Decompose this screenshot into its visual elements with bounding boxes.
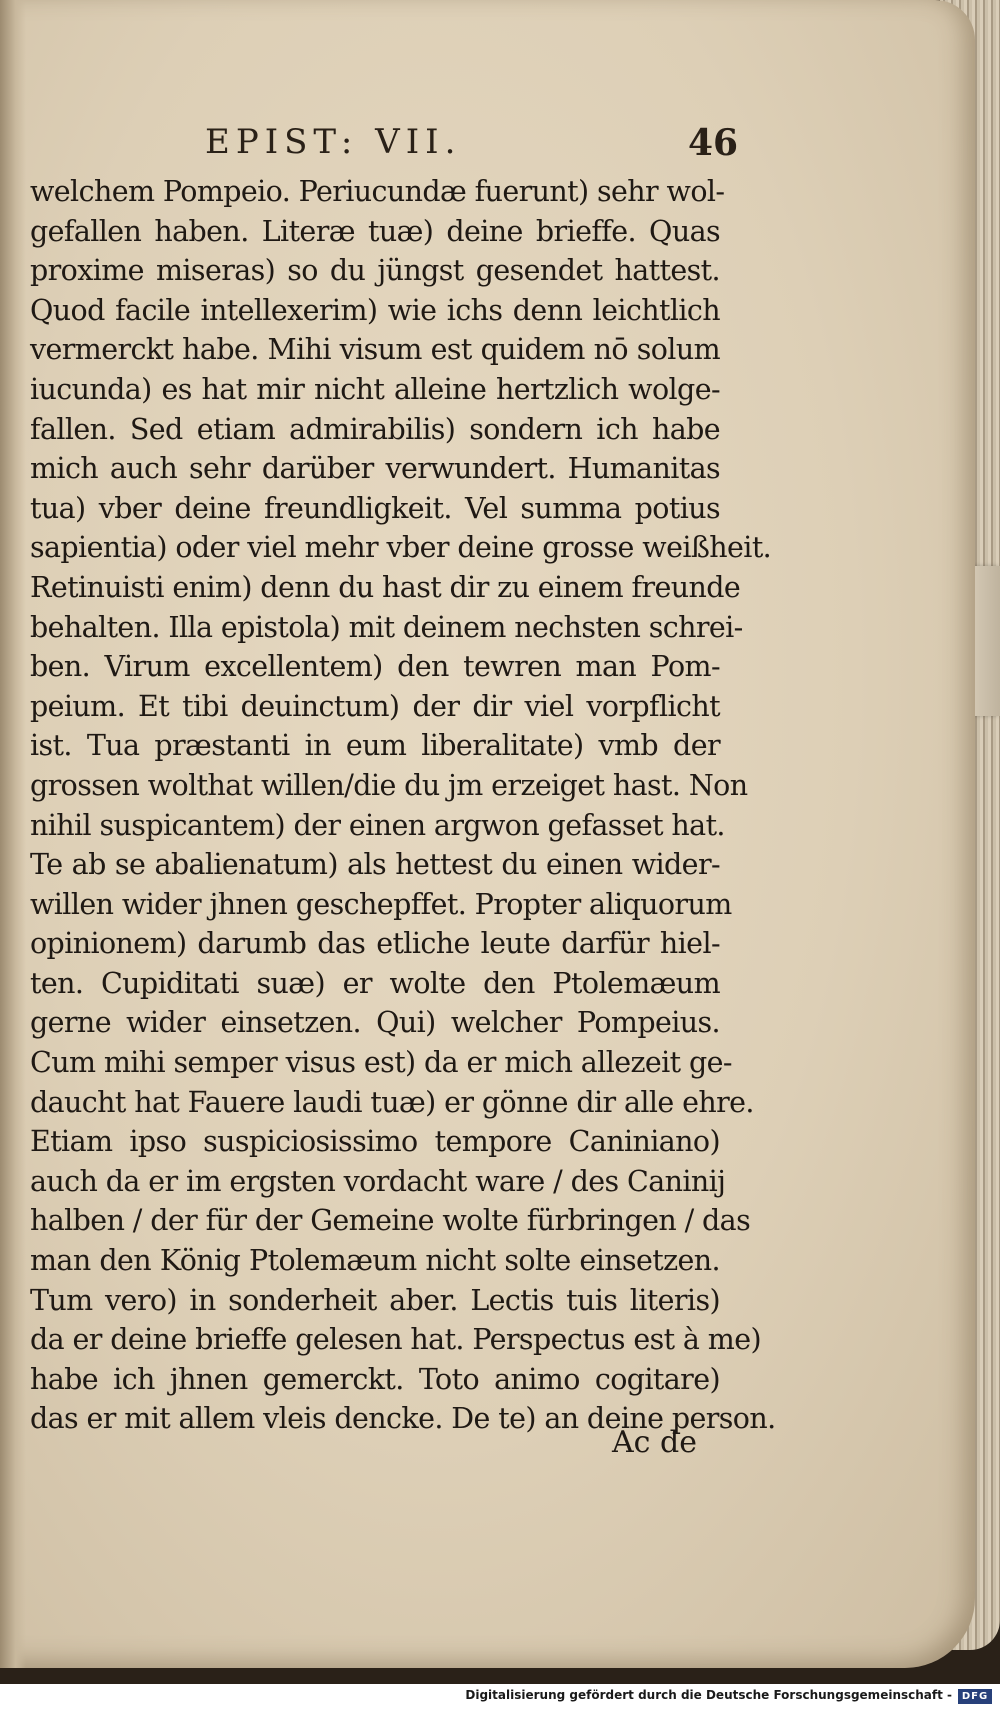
text-line: halben / der für der Gemeine wolte fürbringen / das [30,1204,751,1238]
text-line: Tum vero) in sonderheit aber. Lectis tuis literis) [30,1283,720,1317]
text-line: gefallen haben. Literæ tuæ) deine brieffe. Quas [30,214,720,248]
text-line: daucht hat Fauere laudi tuæ) er gönne dir alle ehre. [30,1085,754,1119]
text-line: behalten. Illa epistola) mit deinem nechsten schrei- [30,610,743,644]
text-line: nihil suspicantem) der einen argwon gefasset hat. [30,808,725,842]
text-line: tua) vber deine freundligkeit. Vel summa potius [30,491,720,525]
text-line: ben. Virum excellentem) den tewren man Pom- [30,650,720,684]
text-line: ten. Cupiditati suæ) er wolte den Ptolemæum [30,966,720,1000]
dfg-logo: DFG [958,1689,992,1704]
catchword: Ac de [612,1425,697,1460]
text-line: sapientia) oder viel mehr vber deine grosse weißheit. [30,531,772,565]
text-line: iucunda) es hat mir nicht alleine hertzlich wolge- [30,372,720,406]
text-line: gerne wider einsetzen. Qui) welcher Pompeius. [30,1006,720,1040]
text-line: auch da er im ergsten vordacht ware / des Caninij [30,1164,726,1198]
text-line: mich auch sehr darüber verwundert. Humanitas [30,452,720,486]
text-line: grossen wolthat willen/die du jm erzeiget hast. Non [30,768,748,802]
page-number: 46 [688,122,739,164]
text-line: peium. Et tibi deuinctum) der dir viel vorpflicht [30,689,720,723]
footer-bar [0,1684,1000,1710]
text-line: man den König Ptolemæum nicht solte einsetzen. [30,1244,720,1278]
text-line: Cum mihi semper visus est) da er mich allezeit ge- [30,1046,732,1080]
running-head: EPIST: VII. [205,122,462,162]
text-line: Quod facile intellexerim) wie ichs denn leichtlich [30,293,720,327]
text-line: Te ab se abalienatum) als hettest du einen wider- [30,848,720,882]
text-line: Etiam ipso suspiciosissimo tempore Caniniano) [30,1125,720,1159]
text-line: das er mit allem vleis dencke. De te) an deine person. [30,1402,776,1436]
text-line: ist. Tua præstanti in eum liberalitate) vmb der [30,729,720,763]
text-line: willen wider jhnen geschepffet. Propter aliquorum [30,887,732,921]
page-header [0,118,975,168]
text-line: opinionem) darumb das etliche leute darfür hiel- [30,927,720,961]
text-line: vermerckt habe. Mihi visum est quidem nō solum [30,333,720,367]
text-line: Retinuisti enim) denn du hast dir zu einem freunde [30,570,741,604]
funding-credit: Digitalisierung gefördert durch die Deutsche Forschungsgemeinschaft - [465,1688,952,1702]
text-block [30,172,776,1439]
text-line: proxime miseras) so du jüngst gesendet hattest. [30,254,720,288]
text-line: welchem Pompeio. Periucundæ fuerunt) sehr wol- [30,175,725,208]
text-line: da er deine brieffe gelesen hat. Perspectus est à me) [30,1323,761,1357]
text-line: habe ich jhnen gemerckt. Toto animo cogitare) [30,1362,720,1396]
text-line: fallen. Sed etiam admirabilis) sondern ich habe [30,412,720,446]
page-gutter [0,0,26,1668]
